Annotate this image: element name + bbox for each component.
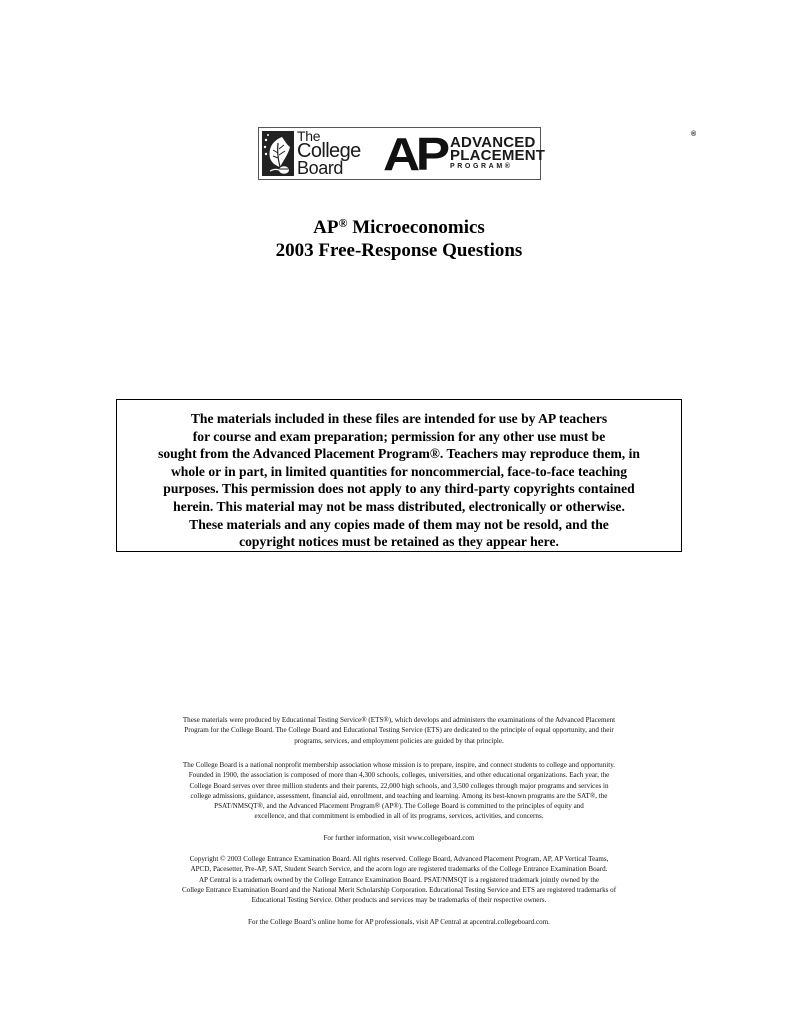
notice-line: purposes. This permission does not apply to any third-party copyrights contained bbox=[163, 481, 635, 497]
notice-line: whole or in part, in limited quantities for noncommercial, face-to-face teaching bbox=[170, 463, 628, 479]
fine-print-line: College Entrance Examination Board and the National Merit Scholarship Corporation. Educational Testing Service and ETS are registered trademarks of bbox=[181, 885, 617, 894]
college-board-wordmark bbox=[297, 127, 375, 178]
logo-text-college: College bbox=[297, 139, 361, 162]
logo-text-the: The bbox=[297, 127, 321, 144]
fine-print-line: Founded in 1900, the association is composed of more than 4,300 schools, colleges, universities, and other educational organizations. Each year, the bbox=[188, 771, 610, 780]
fine-print-line: AP Central is a trademark owned by the College Entrance Examination Board. PSAT/NMSQT is a registered trademark jointly owned by the bbox=[198, 875, 600, 884]
fine-print-line: APCD, Pacesetter, Pre-AP, SAT, Student Search Service, and the acorn logo are registered trademarks of the College Entrance Examination Board. bbox=[190, 865, 608, 874]
document-title bbox=[0, 216, 798, 262]
notice-line: These materials and any copies made of them may not be resold, and the bbox=[189, 516, 609, 532]
fine-print-line: Program for the College Board. The College Board and Educational Testing Service (ETS) are dedicated to the principle of equal opportunity, and their bbox=[184, 726, 614, 735]
college-board-ap-logo bbox=[258, 127, 697, 180]
ap-central-line bbox=[100, 917, 698, 927]
logo-text-advanced: ADVANCED bbox=[450, 133, 536, 151]
title-ap: AP bbox=[313, 217, 339, 238]
logo-text-placement: PLACEMENT bbox=[450, 146, 546, 164]
fine-print-line: programs, services, and employment policies are guided by that principle. bbox=[294, 736, 504, 745]
ets-paragraph bbox=[100, 715, 698, 746]
title-line-2: 2003 Free-Response Questions bbox=[275, 240, 523, 261]
acorn-leaf-icon bbox=[262, 131, 294, 176]
fine-print-line: Copyright © 2003 College Entrance Examination Board. All rights reserved. College Board, Advanced Placement Program, AP, AP Vertical Teams, bbox=[189, 855, 609, 863]
ap-program-wordmark bbox=[450, 133, 546, 172]
title-registered-mark: ® bbox=[338, 216, 348, 230]
college-board-paragraph bbox=[100, 760, 698, 822]
fine-print-line: These materials were produced by Educational Testing Service® (ETS®), which develops and administers the examinations of the Advanced Placement bbox=[182, 716, 616, 724]
logo-text-program: PROGRAM® bbox=[450, 162, 513, 170]
further-info-line bbox=[100, 833, 698, 843]
notice-line: herein. This material may not be mass distributed, electronically or otherwise. bbox=[173, 498, 625, 514]
ap-central-text: For the College Board’s online home for AP professionals, visit AP Central at apcentral.collegeboard.com. bbox=[248, 918, 550, 926]
fine-print-line: The College Board is a national nonprofit membership association whose mission is to prepare, inspire, and connect students to college and opportunity. bbox=[182, 761, 616, 769]
fine-print-line: College Board serves over three million students and their parents, 22,000 high schools, and 3,500 colleges through major programs and services in bbox=[189, 781, 609, 790]
notice-line: sought from the Advanced Placement Program®. Teachers may reproduce them, in bbox=[158, 446, 640, 462]
title-line-1 bbox=[0, 216, 798, 239]
ap-registered-mark: ® bbox=[691, 131, 697, 138]
usage-notice-box bbox=[116, 399, 682, 552]
fine-print-line: Educational Testing Service. Other products and services may be trademarks of their respective owners. bbox=[251, 896, 547, 905]
notice-line: copyright notices must be retained as they appear here. bbox=[239, 534, 559, 550]
further-info-text: For further information, visit www.collegeboard.com bbox=[323, 834, 475, 842]
notice-line: for course and exam preparation; permission for any other use must be bbox=[192, 428, 606, 444]
title-subject: Microeconomics bbox=[347, 217, 485, 238]
ap-logo-mark: AP bbox=[383, 127, 446, 180]
copyright-paragraph bbox=[100, 854, 698, 905]
fine-print-line: college admissions, guidance, assessment, financial aid, enrollment, and teaching and learning. Among its best-known programs are the SAT®, the bbox=[190, 791, 608, 800]
logo-text-board: Board bbox=[297, 157, 344, 178]
notice-line: The materials included in these files are intended for use by AP teachers bbox=[190, 411, 608, 426]
fine-print-line: PSAT/NMSQT®, and the Advanced Placement Program® (AP®). The College Board is committed to the principles of equity and bbox=[214, 802, 584, 811]
fine-print-line: excellence, and that commitment is embodied in all of its programs, services, activities, and concerns. bbox=[254, 812, 544, 821]
